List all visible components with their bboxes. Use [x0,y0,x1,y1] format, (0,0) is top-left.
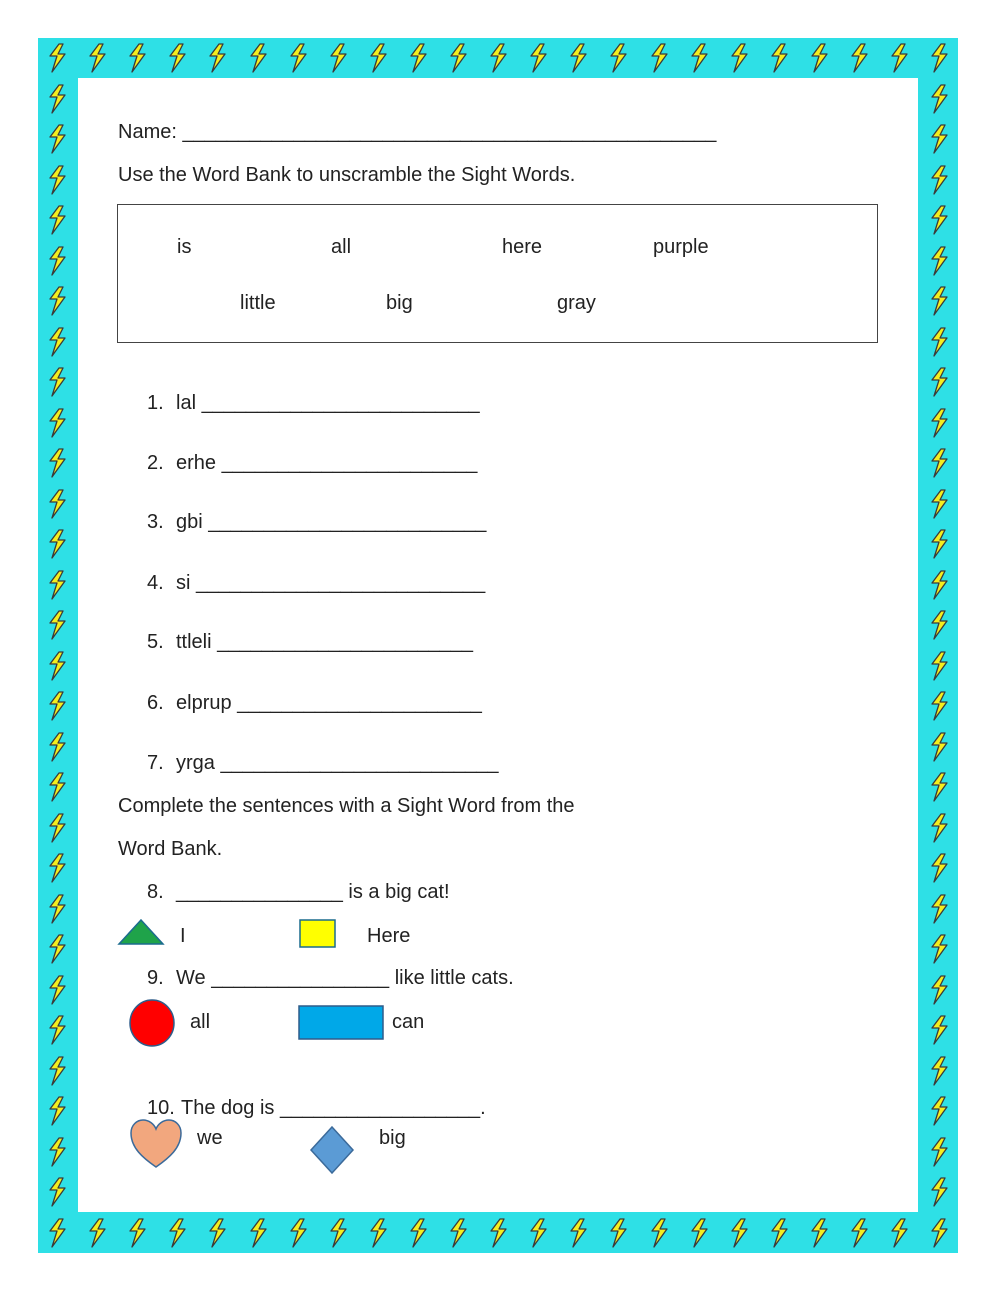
lightning-bolt-icon [928,934,950,964]
lightning-bolt-icon [46,84,68,114]
scramble-item-7[interactable]: yrga _________________________ [176,752,499,774]
item-number: 6. [147,692,164,714]
lightning-bolt-icon [607,1218,629,1248]
rectangle-icon[interactable] [298,1005,386,1041]
lightning-bolt-icon [46,367,68,397]
lightning-bolt-icon [46,651,68,681]
item-number: 10. [147,1097,175,1119]
lightning-bolt-icon [487,43,509,73]
lightning-bolt-icon [46,246,68,276]
word-bank-box [117,204,878,343]
lightning-bolt-icon [928,732,950,762]
lightning-bolt-icon [888,43,910,73]
lightning-bolt-icon [126,43,148,73]
lightning-bolt-icon [46,813,68,843]
lightning-bolt-icon [46,853,68,883]
lightning-bolt-icon [46,894,68,924]
lightning-bolt-icon [46,327,68,357]
scramble-item-1[interactable]: lal _________________________ [176,392,480,414]
lightning-bolt-icon [46,691,68,721]
word-bank-word: is [177,236,192,258]
lightning-bolt-icon [808,43,830,73]
lightning-bolt-icon [928,651,950,681]
lightning-bolt-icon [928,1137,950,1167]
lightning-bolt-icon [126,1218,148,1248]
lightning-bolt-icon [46,610,68,640]
lightning-bolt-icon [46,934,68,964]
lightning-bolt-icon [287,1218,309,1248]
lightning-bolt-icon [487,1218,509,1248]
lightning-bolt-icon [206,1218,228,1248]
item-number: 3. [147,511,164,533]
lightning-bolt-icon [808,1218,830,1248]
sentence-8[interactable]: _______________ is a big cat! [176,881,450,903]
lightning-bolt-icon [728,43,750,73]
lightning-bolt-icon [848,43,870,73]
lightning-bolt-icon [648,43,670,73]
lightning-bolt-icon [728,1218,750,1248]
word-bank-word: here [502,236,543,258]
lightning-bolt-icon [46,1096,68,1126]
lightning-bolt-icon [527,43,549,73]
lightning-bolt-icon [928,529,950,559]
lightning-bolt-icon [86,43,108,73]
lightning-bolt-icon [86,1218,108,1248]
lightning-bolt-icon [46,1015,68,1045]
circle-icon[interactable] [128,998,176,1048]
item-number: 7. [147,752,164,774]
lightning-bolt-icon [928,408,950,438]
lightning-bolt-icon [567,1218,589,1248]
heart-icon[interactable] [129,1118,183,1170]
lightning-bolt-icon [46,448,68,478]
lightning-bolt-icon [46,165,68,195]
lightning-bolt-icon [928,1096,950,1126]
item-number: 8. [147,881,164,903]
item-number: 2. [147,452,164,474]
lightning-bolt-icon [327,1218,349,1248]
option-label: Here [367,925,411,947]
lightning-bolt-icon [928,813,950,843]
lightning-bolt-icon [447,1218,469,1248]
lightning-bolt-icon [46,732,68,762]
lightning-bolt-icon [648,1218,670,1248]
lightning-bolt-icon [46,570,68,600]
lightning-bolt-icon [928,84,950,114]
scramble-item-6[interactable]: elprup ______________________ [176,692,482,714]
lightning-bolt-icon [46,1218,68,1248]
lightning-bolt-icon [46,124,68,154]
lightning-bolt-icon [567,43,589,73]
lightning-bolt-icon [46,286,68,316]
lightning-bolt-icon [928,894,950,924]
lightning-bolt-icon [247,43,269,73]
lightning-bolt-icon [928,367,950,397]
lightning-bolt-icon [46,408,68,438]
lightning-bolt-icon [607,43,629,73]
lightning-bolt-icon [928,1015,950,1045]
lightning-bolt-icon [327,43,349,73]
lightning-bolt-icon [407,43,429,73]
lightning-bolt-icon [928,205,950,235]
square-icon[interactable] [299,919,337,949]
lightning-bolt-icon [928,1177,950,1207]
lightning-bolt-icon [46,975,68,1005]
lightning-bolt-icon [928,1218,950,1248]
lightning-bolt-icon [928,610,950,640]
lightning-bolt-icon [46,772,68,802]
scramble-item-2[interactable]: erhe _______________________ [176,452,478,474]
lightning-bolt-icon [928,124,950,154]
sentence-9[interactable]: We ________________ like little cats. [176,967,514,989]
lightning-bolt-icon [166,43,188,73]
word-bank-word: purple [653,236,709,258]
lightning-bolt-icon [928,165,950,195]
lightning-bolt-icon [928,448,950,478]
word-bank-word: big [386,292,413,314]
lightning-bolt-icon [46,1137,68,1167]
lightning-bolt-icon [928,1056,950,1086]
lightning-bolt-icon [46,205,68,235]
lightning-bolt-icon [928,691,950,721]
lightning-bolt-icon [367,43,389,73]
word-bank-word: all [331,236,352,258]
lightning-bolt-icon [46,529,68,559]
option-label: I [180,925,186,947]
lightning-bolt-icon [247,1218,269,1248]
lightning-bolt-icon [928,975,950,1005]
lightning-bolt-icon [46,489,68,519]
instructions: Use the Word Bank to unscramble the Sight Words. [118,164,576,186]
lightning-bolt-icon [928,570,950,600]
lightning-bolt-icon [928,853,950,883]
item-number: 1. [147,392,164,414]
lightning-bolt-icon [848,1218,870,1248]
complete-instructions-line2: Word Bank. [118,838,223,860]
option-label: can [392,1011,425,1033]
scramble-item-3[interactable]: gbi _________________________ [176,511,487,533]
word-bank-word: little [240,292,276,314]
word-bank-word: gray [557,292,596,314]
lightning-bolt-icon [287,43,309,73]
triangle-icon[interactable] [117,918,165,946]
lightning-bolt-icon [928,772,950,802]
lightning-bolt-icon [206,43,228,73]
scramble-item-4[interactable]: si __________________________ [176,572,486,594]
lightning-bolt-icon [888,1218,910,1248]
diamond-icon[interactable] [309,1125,355,1175]
lightning-bolt-icon [527,1218,549,1248]
item-number: 9. [147,967,164,989]
lightning-bolt-icon [407,1218,429,1248]
lightning-bolt-icon [768,43,790,73]
lightning-bolt-icon [447,43,469,73]
lightning-bolt-icon [928,327,950,357]
sentence-10[interactable]: The dog is __________________. [181,1097,486,1119]
lightning-bolt-icon [166,1218,188,1248]
lightning-bolt-icon [688,43,710,73]
option-label: we [197,1127,223,1149]
scramble-item-5[interactable]: ttleli _______________________ [176,631,473,653]
lightning-bolt-icon [367,1218,389,1248]
lightning-bolt-icon [928,43,950,73]
name-line[interactable]: Name: ________________________________________________ [118,121,717,143]
item-number: 4. [147,572,164,594]
lightning-bolt-icon [46,1056,68,1086]
lightning-bolt-icon [688,1218,710,1248]
lightning-bolt-icon [46,43,68,73]
item-number: 5. [147,631,164,653]
lightning-bolt-icon [928,286,950,316]
option-label: all [190,1011,211,1033]
lightning-bolt-icon [46,1177,68,1207]
complete-instructions-line1: Complete the sentences with a Sight Word from the [118,795,575,817]
lightning-bolt-icon [928,246,950,276]
lightning-bolt-icon [768,1218,790,1248]
lightning-bolt-icon [928,489,950,519]
option-label: big [379,1127,406,1149]
